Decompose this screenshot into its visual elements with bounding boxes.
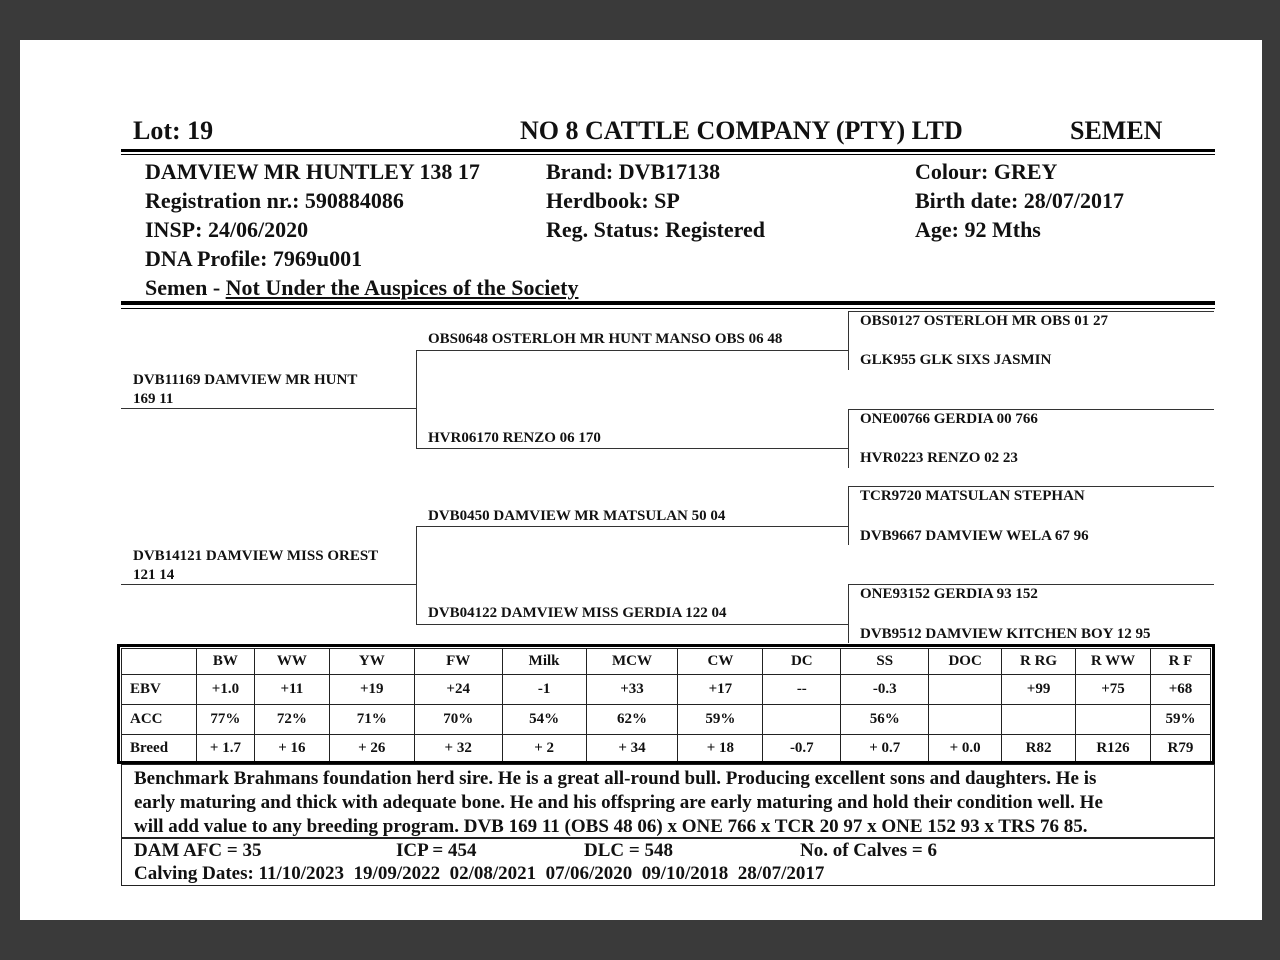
dam-line bbox=[121, 584, 416, 585]
brand: Brand: DVB17138 bbox=[546, 159, 721, 184]
acc-cell: 72% bbox=[254, 705, 329, 735]
sire-bracket bbox=[416, 350, 417, 449]
sire-sire: OBS0648 OSTERLOH MR HUNT MANSO OBS 06 48 bbox=[428, 331, 783, 347]
gen2-line-2 bbox=[416, 448, 848, 449]
breed-cell: + 2 bbox=[502, 735, 586, 763]
great-grandparent-3: ONE00766 GERDIA 00 766 bbox=[860, 411, 1038, 427]
header-cell: WW bbox=[254, 649, 329, 675]
header-cell: MCW bbox=[586, 649, 678, 675]
great-grandparent-6: DVB9667 DAMVIEW WELA 67 96 bbox=[860, 528, 1089, 544]
dlc: DLC = 548 bbox=[584, 840, 673, 861]
acc-cell: 56% bbox=[841, 705, 929, 735]
breed-cell: + 1.7 bbox=[196, 735, 254, 763]
acc-cell bbox=[929, 705, 1002, 735]
sire-line bbox=[121, 408, 416, 409]
colour: Colour: GREY bbox=[915, 159, 1058, 184]
sire-line2: 169 11 bbox=[133, 391, 174, 407]
dam-record bbox=[121, 838, 1215, 886]
age: Age: 92 Mths bbox=[915, 217, 1041, 242]
acc-cell: 71% bbox=[329, 705, 414, 735]
row-label: ACC bbox=[122, 705, 197, 735]
number-of-calves: No. of Calves = 6 bbox=[800, 840, 937, 861]
acc-cell bbox=[1076, 705, 1151, 735]
ebv-cell: +75 bbox=[1076, 675, 1151, 705]
breed-cell: R79 bbox=[1150, 735, 1210, 763]
acc-cell: 54% bbox=[502, 705, 586, 735]
dam-bracket bbox=[416, 526, 417, 624]
breed-cell: R126 bbox=[1076, 735, 1151, 763]
ebv-cell: +24 bbox=[414, 675, 502, 705]
breed-cell: + 32 bbox=[414, 735, 502, 763]
header-cell bbox=[122, 649, 197, 675]
dam bbox=[133, 547, 378, 585]
header-cell: Milk bbox=[502, 649, 586, 675]
gen3-bracket-2 bbox=[848, 409, 849, 468]
ebv-cell: -- bbox=[763, 675, 841, 705]
header-cell: CW bbox=[678, 649, 763, 675]
header-cell: DOC bbox=[929, 649, 1002, 675]
birth-date: Birth date: 28/07/2017 bbox=[915, 188, 1124, 213]
header-divider-thin bbox=[121, 154, 1215, 155]
sire bbox=[133, 371, 357, 409]
ebv-row bbox=[122, 675, 1211, 705]
gen2-line-1 bbox=[416, 350, 848, 351]
dam-afc: DAM AFC = 35 bbox=[134, 840, 262, 861]
ebv-table bbox=[121, 648, 1211, 763]
gen3-line-2 bbox=[848, 409, 1214, 410]
header-cell: R RG bbox=[1002, 649, 1076, 675]
breed-cell: -0.7 bbox=[763, 735, 841, 763]
dam-sire: DVB0450 DAMVIEW MR MATSULAN 50 04 bbox=[428, 508, 726, 524]
semen-status bbox=[145, 275, 578, 301]
acc-cell bbox=[763, 705, 841, 735]
semen-note: Not Under the Auspices of the Society bbox=[225, 275, 579, 300]
gen3-line-4 bbox=[848, 584, 1214, 585]
breed-cell: R82 bbox=[1002, 735, 1076, 763]
dam-line1: DVB14121 DAMVIEW MISS OREST bbox=[133, 548, 379, 564]
registration-number: Registration nr.: 590884086 bbox=[145, 188, 404, 213]
ebv-cell: +17 bbox=[678, 675, 763, 705]
lot-number: Lot: 19 bbox=[133, 116, 214, 145]
ebv-cell: +33 bbox=[586, 675, 678, 705]
acc-cell: 59% bbox=[1150, 705, 1210, 735]
product-type: SEMEN bbox=[1070, 116, 1163, 145]
acc-row bbox=[122, 705, 1211, 735]
header-cell: R F bbox=[1150, 649, 1210, 675]
great-grandparent-4: HVR0223 RENZO 02 23 bbox=[860, 450, 1018, 466]
acc-cell: 59% bbox=[678, 705, 763, 735]
acc-cell bbox=[1002, 705, 1076, 735]
semen-prefix: Semen - bbox=[145, 275, 226, 300]
ebv-cell: +11 bbox=[254, 675, 329, 705]
header-cell: FW bbox=[414, 649, 502, 675]
ebv-cell: -1 bbox=[502, 675, 586, 705]
header-cell: YW bbox=[329, 649, 414, 675]
gen3-bracket-4 bbox=[848, 584, 849, 643]
ebv-cell: +19 bbox=[329, 675, 414, 705]
gen2-line-3 bbox=[416, 526, 848, 527]
sire-line1: DVB11169 DAMVIEW MR HUNT bbox=[133, 372, 358, 388]
herdbook: Herdbook: SP bbox=[546, 188, 680, 213]
description-line: early maturing and thick with adequate bone. He and his offspring are early maturing and hold their condition well. He bbox=[134, 792, 1103, 813]
breed-cell: + 18 bbox=[678, 735, 763, 763]
dam-dam: DVB04122 DAMVIEW MISS GERDIA 122 04 bbox=[428, 605, 727, 621]
calving-dates: Calving Dates: 11/10/2023 19/09/2022 02/08/2021 07/06/2020 09/10/2018 28/07/2017 bbox=[134, 863, 825, 884]
ebv-cell: +1.0 bbox=[196, 675, 254, 705]
ebv-cell: +68 bbox=[1150, 675, 1210, 705]
great-grandparent-7: ONE93152 GERDIA 93 152 bbox=[860, 586, 1038, 602]
ebv-cell bbox=[929, 675, 1002, 705]
acc-cell: 70% bbox=[414, 705, 502, 735]
ebv-cell: +99 bbox=[1002, 675, 1076, 705]
gen3-line-1 bbox=[848, 311, 1214, 312]
dna-profile: DNA Profile: 7969u001 bbox=[145, 246, 363, 271]
header-cell: R WW bbox=[1076, 649, 1151, 675]
registration-status: Reg. Status: Registered bbox=[546, 217, 765, 242]
breed-row bbox=[122, 735, 1211, 763]
gen3-bracket-1 bbox=[848, 311, 849, 370]
info-divider-thin bbox=[121, 308, 1215, 309]
ebv-header-row bbox=[122, 649, 1211, 675]
breed-cell: + 0.0 bbox=[929, 735, 1002, 763]
gen3-bracket-3 bbox=[848, 486, 849, 545]
insp-date: INSP: 24/06/2020 bbox=[145, 217, 309, 242]
header-cell: SS bbox=[841, 649, 929, 675]
great-grandparent-8: DVB9512 DAMVIEW KITCHEN BOY 12 95 bbox=[860, 626, 1151, 642]
icp: ICP = 454 bbox=[396, 840, 477, 861]
great-grandparent-5: TCR9720 MATSULAN STEPHAN bbox=[860, 488, 1085, 504]
description-line: Benchmark Brahmans foundation herd sire. He is a great all-round bull. Producing excellent sons and daughters. He is bbox=[134, 768, 1097, 789]
breed-cell: + 26 bbox=[329, 735, 414, 763]
info-divider bbox=[121, 301, 1215, 305]
company-name: NO 8 CATTLE COMPANY (PTY) LTD bbox=[520, 116, 963, 145]
gen2-line-4 bbox=[416, 624, 848, 625]
great-grandparent-2: GLK955 GLK SIXS JASMIN bbox=[860, 352, 1052, 368]
great-grandparent-1: OBS0127 OSTERLOH MR OBS 01 27 bbox=[860, 313, 1108, 329]
breed-cell: + 34 bbox=[586, 735, 678, 763]
sire-dam: HVR06170 RENZO 06 170 bbox=[428, 430, 601, 446]
acc-cell: 77% bbox=[196, 705, 254, 735]
row-label: EBV bbox=[122, 675, 197, 705]
description bbox=[121, 764, 1215, 838]
header-cell: DC bbox=[763, 649, 841, 675]
acc-cell: 62% bbox=[586, 705, 678, 735]
description-line: will add value to any breeding program. DVB 169 11 (OBS 48 06) x ONE 766 x TCR 20 97 x ONE 152 93 x TRS 76 85. bbox=[134, 816, 1088, 837]
ebv-cell: -0.3 bbox=[841, 675, 929, 705]
gen3-line-3 bbox=[848, 486, 1214, 487]
animal-name: DAMVIEW MR HUNTLEY 138 17 bbox=[145, 159, 480, 184]
breed-cell: + 16 bbox=[254, 735, 329, 763]
dam-line2: 121 14 bbox=[133, 567, 175, 583]
header-cell: BW bbox=[196, 649, 254, 675]
row-label: Breed bbox=[122, 735, 197, 763]
header-divider bbox=[121, 149, 1215, 152]
breed-cell: + 0.7 bbox=[841, 735, 929, 763]
